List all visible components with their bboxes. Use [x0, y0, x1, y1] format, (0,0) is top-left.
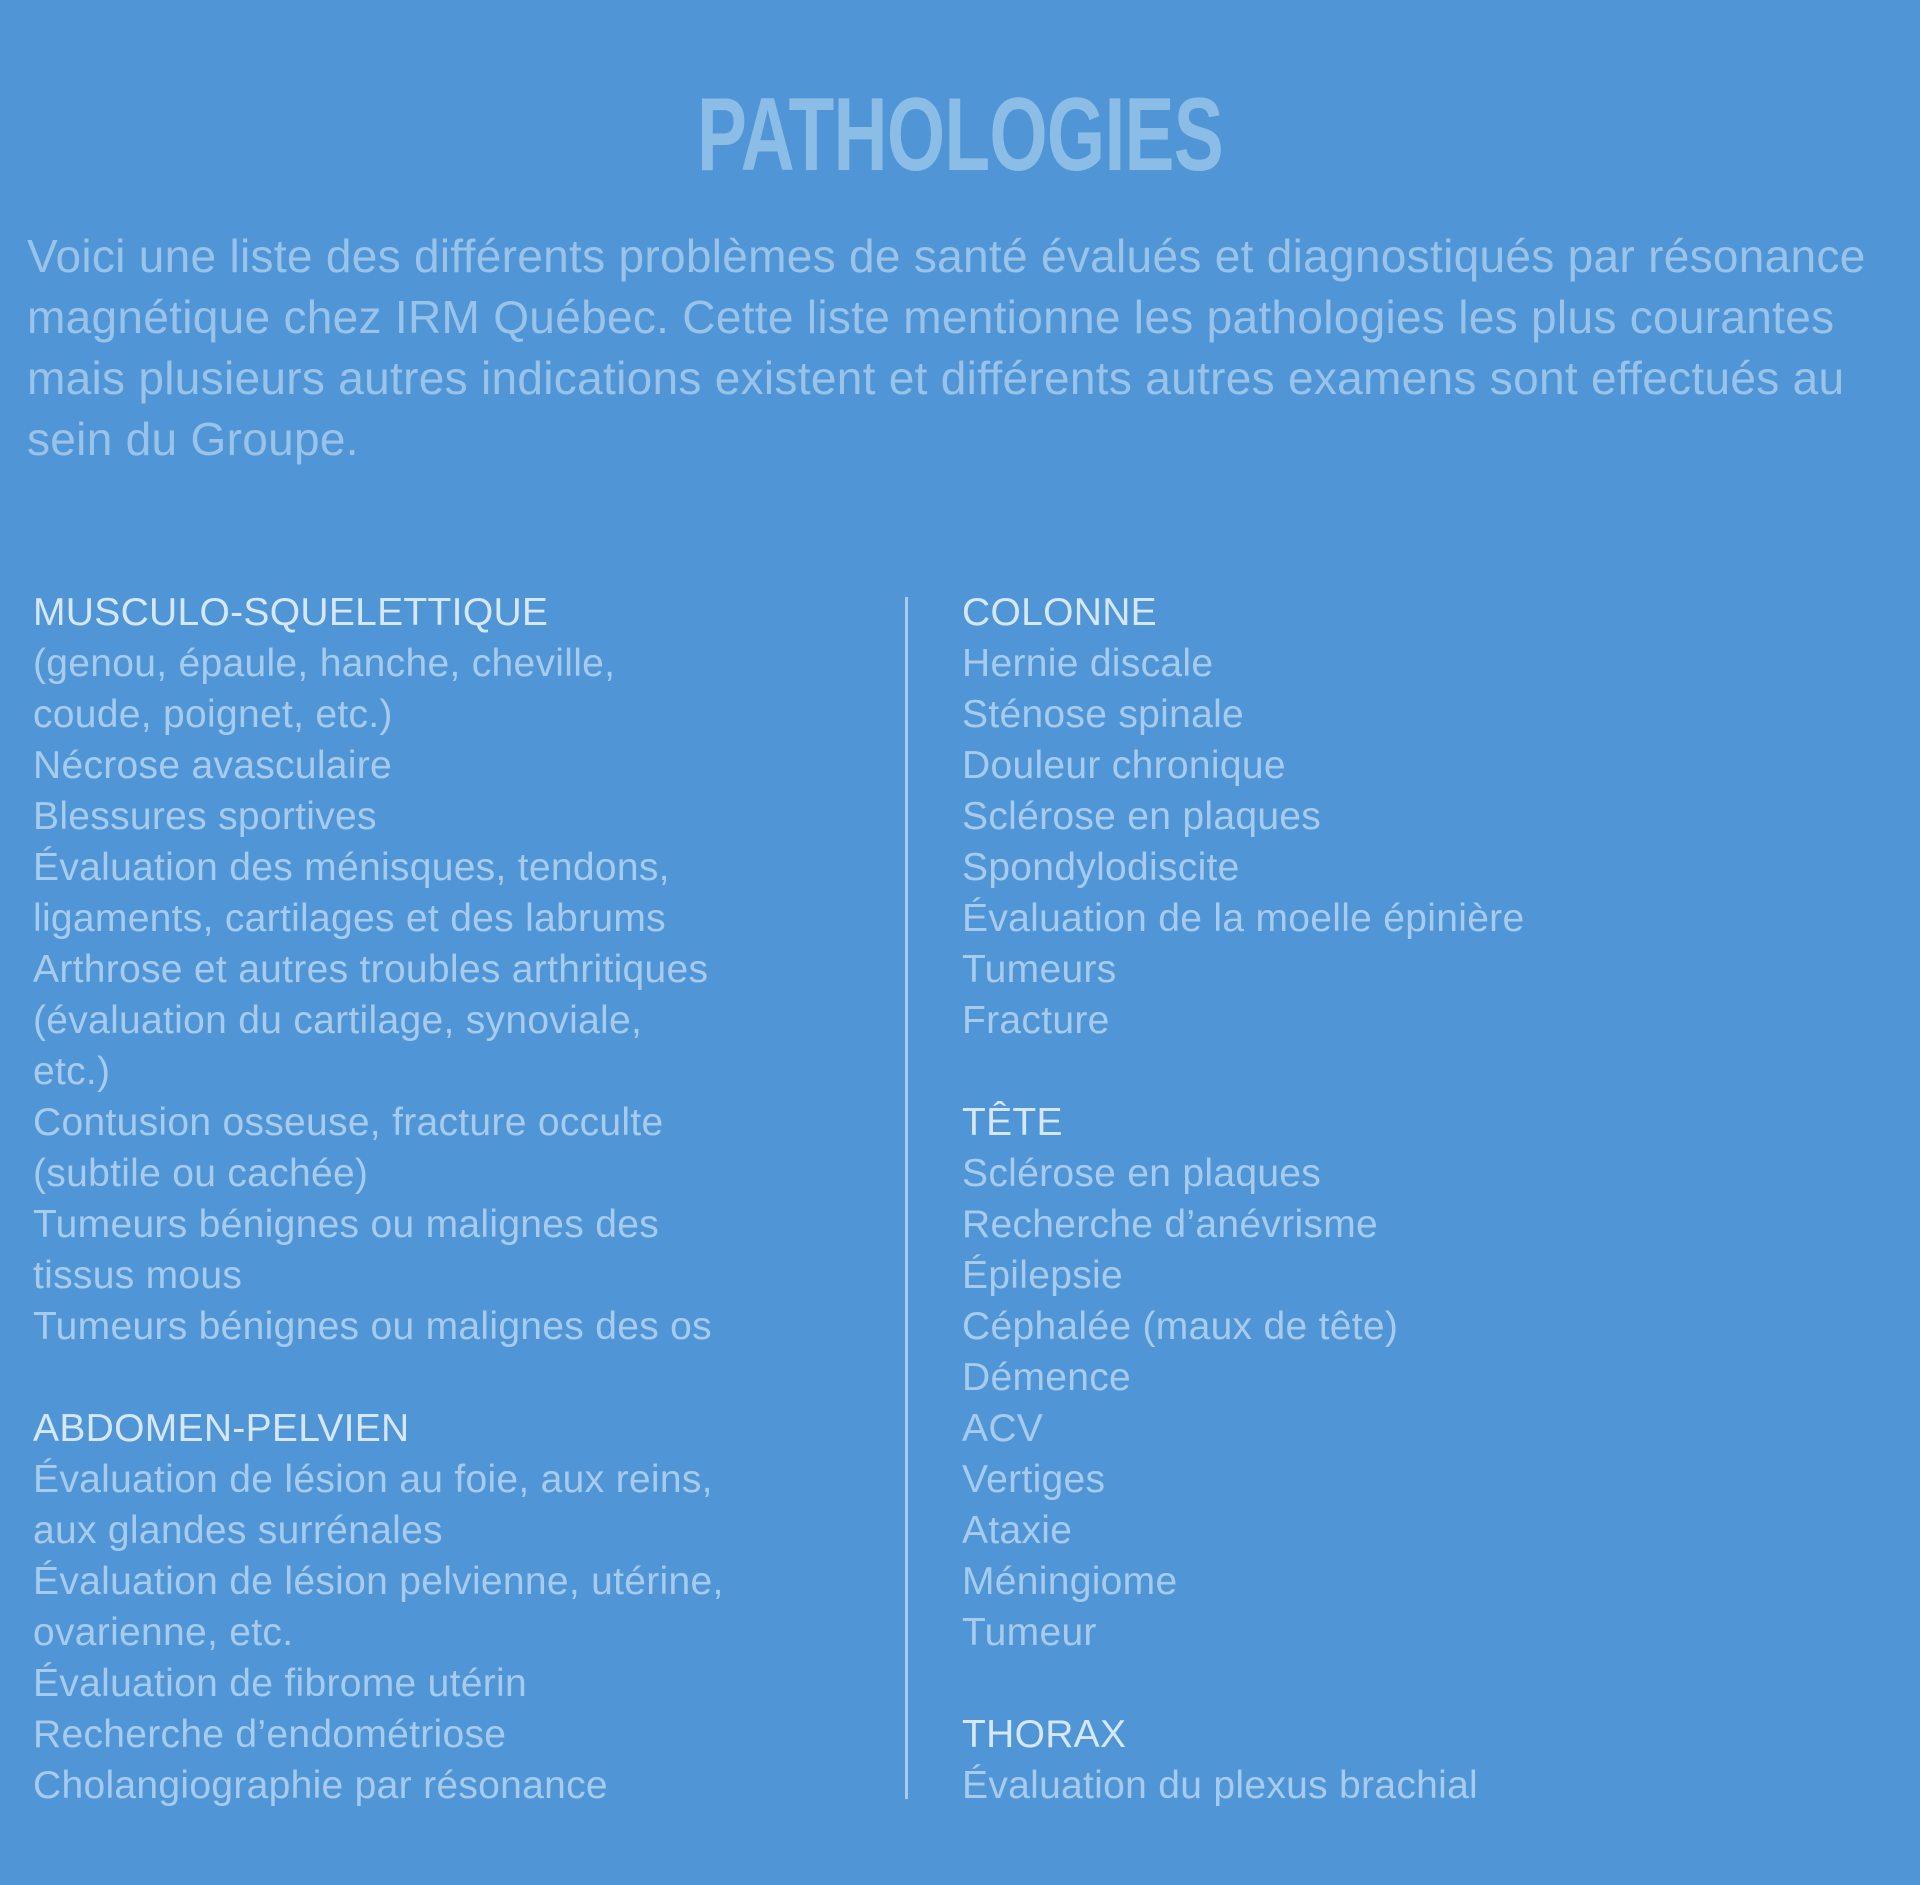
list-item: Sténose spinale — [962, 693, 1245, 736]
section-tete — [962, 1097, 1862, 1658]
section-thorax — [962, 1709, 1862, 1811]
list-item: Évaluation du plexus brachial — [962, 1764, 1479, 1807]
section-heading: TÊTE — [962, 1101, 1063, 1144]
pathology-list — [962, 1760, 1862, 1811]
list-item: Recherche d’anévrisme — [962, 1203, 1378, 1246]
list-item: (évaluation du cartilage, synoviale, — [33, 999, 643, 1042]
list-item: Spondylodiscite — [962, 846, 1240, 889]
section-colonne — [962, 587, 1862, 1046]
column-divider — [905, 597, 908, 1799]
section-heading: THORAX — [962, 1713, 1127, 1756]
list-item: Évaluation de fibrome utérin — [33, 1662, 528, 1705]
list-item: Hernie discale — [962, 642, 1214, 685]
list-item: Cholangiographie par résonance — [33, 1764, 608, 1807]
list-item: Nécrose avasculaire — [33, 744, 393, 787]
section-heading: ABDOMEN-PELVIEN — [33, 1407, 410, 1450]
pathology-list — [33, 1454, 863, 1811]
section-heading: COLONNE — [962, 591, 1157, 634]
page-title: PATHOLOGIES — [697, 77, 1223, 193]
list-item: Tumeurs bénignes ou malignes des — [33, 1203, 660, 1246]
pathology-list — [962, 1148, 1862, 1658]
section-abdomen-pelvien — [33, 1403, 863, 1811]
list-item: etc.) — [33, 1050, 111, 1093]
list-item: Tumeurs bénignes ou malignes des os — [33, 1305, 712, 1348]
list-item: Démence — [962, 1356, 1132, 1399]
list-item: Évaluation de lésion pelvienne, utérine, — [33, 1560, 724, 1603]
list-item: (genou, épaule, hanche, cheville, — [33, 642, 616, 685]
list-item: Sclérose en plaques — [962, 795, 1322, 838]
list-item: (subtile ou cachée) — [33, 1152, 369, 1195]
list-item: tissus mous — [33, 1254, 243, 1297]
pathology-list — [33, 638, 863, 1352]
section-heading: MUSCULO-SQUELETTIQUE — [33, 591, 549, 634]
section-musculo-squelettique — [33, 587, 863, 1352]
list-item: Arthrose et autres troubles arthritiques — [33, 948, 709, 991]
list-item: aux glandes surrénales — [33, 1509, 443, 1552]
intro-paragraph: Voici une liste des différents problèmes de santé évalués et diagnostiqués par résonance magnétique chez IRM Québec. Cette liste mentionne les pathologies les plus courantes mais plusieurs autres indications existent et différents autres examens sont effectués au sein du Groupe. — [27, 230, 1866, 465]
list-item: Fracture — [962, 999, 1110, 1042]
right-column — [962, 587, 1862, 1811]
list-item: Blessures sportives — [33, 795, 377, 838]
list-item: Évaluation de la moelle épinière — [962, 897, 1525, 940]
list-item: Douleur chronique — [962, 744, 1286, 787]
pathology-list — [962, 638, 1862, 1046]
list-item: Recherche d’endométriose — [33, 1713, 507, 1756]
list-item: Tumeurs — [962, 948, 1117, 991]
list-item: Évaluation des ménisques, tendons, — [33, 846, 670, 889]
list-item: ovarienne, etc. — [33, 1611, 294, 1654]
list-item: ligaments, cartilages et des labrums — [33, 897, 666, 940]
list-item: coude, poignet, etc.) — [33, 693, 393, 736]
list-item: Contusion osseuse, fracture occulte — [33, 1101, 664, 1144]
list-item: ACV — [962, 1407, 1044, 1450]
list-item: Vertiges — [962, 1458, 1106, 1501]
list-item: Méningiome — [962, 1560, 1178, 1603]
list-item: Céphalée (maux de tête) — [962, 1305, 1399, 1348]
list-item: Évaluation de lésion au foie, aux reins, — [33, 1458, 713, 1501]
list-item: Ataxie — [962, 1509, 1073, 1552]
list-item: Sclérose en plaques — [962, 1152, 1322, 1195]
list-item: Tumeur — [962, 1611, 1097, 1654]
list-item: Épilepsie — [962, 1254, 1123, 1297]
left-column — [33, 587, 863, 1811]
